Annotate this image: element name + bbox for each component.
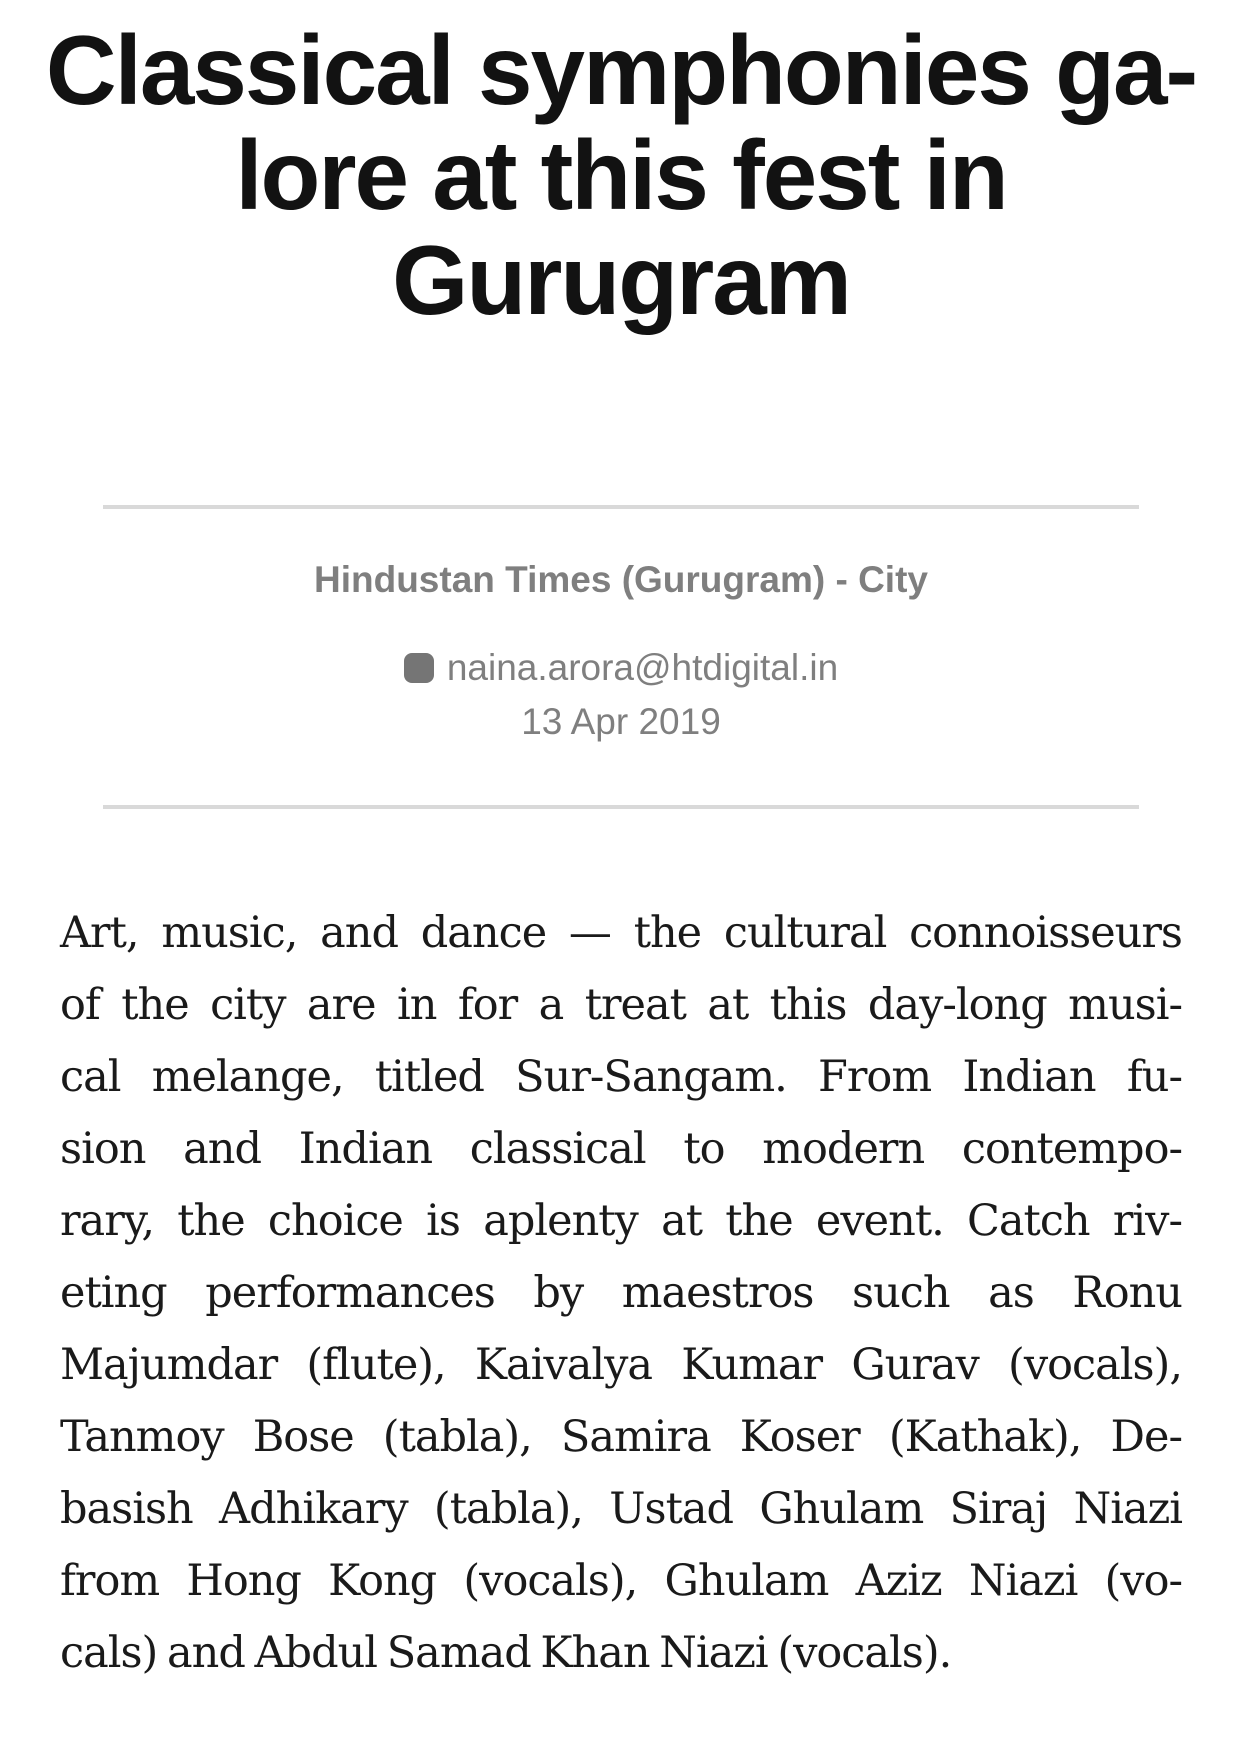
bottom-divider bbox=[103, 805, 1139, 809]
author-email: naina.arora@htdigital.in bbox=[446, 647, 839, 688]
body-line: Tanmoy Bose (tabla), Samira Koser (Kathak), De- bbox=[60, 1412, 1182, 1462]
article-body bbox=[60, 897, 1182, 1689]
headline-line-1: Classical symphonies ga- bbox=[45, 15, 1197, 125]
top-divider bbox=[103, 505, 1139, 509]
headline-line-3: Gurugram bbox=[392, 225, 850, 335]
publication-name: Hindustan Times (Gurugram) - City bbox=[314, 559, 928, 600]
author-avatar-icon bbox=[404, 653, 434, 683]
body-line: eting performances by maestros such as Ronu bbox=[60, 1268, 1182, 1318]
author-email-row bbox=[0, 645, 1242, 691]
body-line: sion and Indian classical to modern contempo- bbox=[60, 1124, 1182, 1174]
body-line: rary, the choice is aplenty at the event. Catch riv- bbox=[60, 1196, 1182, 1246]
body-line: Art, music, and dance — the cultural connoisseurs bbox=[60, 908, 1182, 958]
body-line: basish Adhikary (tabla), Ustad Ghulam Siraj Niazi bbox=[60, 1484, 1182, 1534]
article-headline bbox=[40, 15, 1202, 335]
body-line: Majumdar (flute), Kaivalya Kumar Gurav (vocals), bbox=[60, 1340, 1182, 1390]
body-line: cals) and Abdul Samad Khan Niazi (vocals). bbox=[60, 1628, 952, 1678]
body-line: cal melange, titled Sur-Sangam. From Indian fu- bbox=[60, 1052, 1182, 1102]
headline-line-2: lore at this fest in bbox=[235, 120, 1007, 230]
body-line: of the city are in for a treat at this day-long musi- bbox=[60, 980, 1182, 1030]
body-line: from Hong Kong (vocals), Ghulam Aziz Niazi (vo- bbox=[60, 1556, 1182, 1606]
publish-date: 13 Apr 2019 bbox=[521, 701, 721, 742]
